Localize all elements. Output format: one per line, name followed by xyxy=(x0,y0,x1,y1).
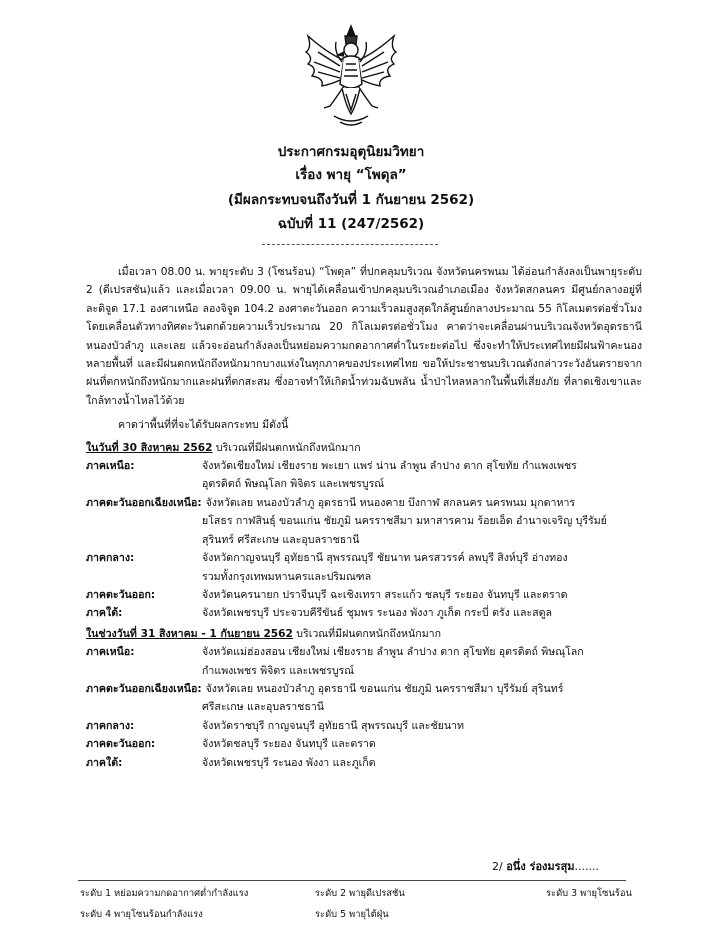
continuation-dots: ....... xyxy=(574,860,600,873)
s2-south-value: จังหวัดเพชรบุรี ระนอง พังงา และภูเก็ต xyxy=(202,756,376,769)
s2-ne-row xyxy=(86,680,642,698)
s1-central-label: ภาคกลาง: xyxy=(86,552,135,565)
s1-north-value-cont: อุตรดิตถ์ พิษณุโลก พิจิตร และเพชรบูรณ์ xyxy=(202,478,385,491)
legend-level-5: ระดับ 5 พายุไต้ฝุ่น xyxy=(315,909,389,920)
s1-east-row xyxy=(86,586,642,604)
s2-north-row xyxy=(86,643,642,661)
s2-ne-value: จังหวัดเลย หนองบัวลำภู อุดรธานี ขอนแก่น ชัยภูมิ นครราชสีมา บุรีรัมย์ สุรินทร์ xyxy=(205,682,564,695)
s2-ne-value-cont: ศรีสะเกษ และอุบลราชธานี xyxy=(202,701,325,714)
s2-east-label: ภาคตะวันออก: xyxy=(86,738,156,751)
legend-level-1: ระดับ 1 หย่อมความกดอากาศต่ำกำลังแรง xyxy=(80,888,249,899)
section-1-title xyxy=(86,439,642,457)
continuation-note xyxy=(492,857,599,875)
affected-areas-intro: คาดว่าพื้นที่ที่จะได้รับผลกระทบ มีดังนี้ xyxy=(118,419,289,432)
s1-ne-value-cont-1: ยโสธร กาฬสินธุ์ ขอนแก่น ชัยภูมิ นครราชสีมา มหาสารคาม ร้อยเอ็ด อำนาจเจริญ บุรีรัมย์ xyxy=(202,515,607,528)
s1-north-label: ภาคเหนือ: xyxy=(86,460,135,473)
s2-north-value: จังหวัดแม่ฮ่องสอน เชียงใหม่ เชียงราย ลำพูน ลำปาง ตาก สุโขทัย อุตรดิตถ์ พิษณุโลก xyxy=(202,646,584,659)
s1-south-value: จังหวัดเพชรบุรี ประจวบคีรีขันธ์ ชุมพร ระนอง พังงา ภูเก็ต กระบี่ ตรัง และสตูล xyxy=(202,607,553,620)
s2-south-label: ภาคใต้: xyxy=(86,756,123,769)
s1-central-row xyxy=(86,549,642,567)
s1-central-value-cont: รวมทั้งกรุงเทพมหานครและปริมณฑล xyxy=(202,570,372,583)
effect-period: (มีผลกระทบจนถึงวันที่ 1 กันยายน 2562) xyxy=(227,192,475,208)
s2-central-label: ภาคกลาง: xyxy=(86,719,135,732)
legend-level-3: ระดับ 3 พายุโซนร้อน xyxy=(546,888,632,899)
s1-central-value: จังหวัดกาญจนบุรี อุทัยธานี สุพรรณบุรี ชัยนาท นครสวรรค์ ลพบุรี สิงห์บุรี อ่างทอง xyxy=(202,552,568,565)
s2-east-row xyxy=(86,735,642,753)
s1-ne-value: จังหวัดเลย หนองบัวลำภู อุดรธานี หนองคาย บึงกาฬ สกลนคร นครพนม มุกดาหาร xyxy=(205,496,576,509)
section-2-date: ในช่วงวันที่ 31 สิงหาคม - 1 กันยายน 2562 xyxy=(86,627,293,640)
department-title: ประกาศกรมอุตุนิยมวิทยา xyxy=(277,144,425,160)
legend-level-4: ระดับ 4 พายุโซนร้อนกำลังแรง xyxy=(80,909,203,920)
s1-east-value: จังหวัดนครนายก ปราจีนบุรี ฉะเชิงเทรา สระแก้ว ชลบุรี ระยอง จันทบุรี และตราด xyxy=(202,588,568,601)
s2-central-value: จังหวัดราชบุรี กาญจนบุรี อุทัยธานี สุพรรณบุรี และชัยนาท xyxy=(202,719,465,732)
s1-north-value: จังหวัดเชียงใหม่ เชียงราย พะเยา แพร่ น่าน ลำพูน ลำปาง ตาก สุโขทัย กำแพงเพชร xyxy=(202,460,577,473)
s2-north-label: ภาคเหนือ: xyxy=(86,646,135,659)
s1-ne-row xyxy=(86,494,642,512)
section-2-title xyxy=(86,625,642,643)
s1-east-label: ภาคตะวันออก: xyxy=(86,588,156,601)
s1-south-row xyxy=(86,604,642,622)
section-1-suffix: บริเวณที่มีฝนตกหนักถึงหนักมาก xyxy=(212,441,361,454)
legend-level-2: ระดับ 2 พายุดีเปรสชัน xyxy=(315,888,405,899)
s2-south-row xyxy=(86,754,642,772)
footer-divider xyxy=(78,880,626,881)
s2-east-value: จังหวัดชลบุรี ระยอง จันทบุรี และตราด xyxy=(202,738,376,751)
continuation-text: อนึ่ง ร่องมรสุม xyxy=(506,860,575,873)
announcement-body xyxy=(86,263,642,772)
s1-ne-value-cont-2: สุรินทร์ ศรีสะเกษ และอุบลราชธานี xyxy=(202,533,360,546)
header-divider xyxy=(262,244,438,245)
s1-north-row xyxy=(86,457,642,475)
s2-central-row xyxy=(86,717,642,735)
subject-line: เรื่อง พายุ “โพดุล” xyxy=(295,167,407,183)
garuda-emblem-icon xyxy=(296,22,406,132)
section-2-suffix: บริเวณที่มีฝนตกหนักถึงหนักมาก xyxy=(292,627,442,640)
section-1-date: ในวันที่ 30 สิงหาคม 2562 xyxy=(86,441,213,454)
s1-south-label: ภาคใต้: xyxy=(86,607,123,620)
continuation-prefix: 2/ xyxy=(492,860,507,873)
s1-ne-label: ภาคตะวันออกเฉียงเหนือ: xyxy=(86,496,202,509)
s2-ne-label: ภาคตะวันออกเฉียงเหนือ: xyxy=(86,682,202,695)
s2-north-value-cont: กำแพงเพชร พิจิตร และเพชรบูรณ์ xyxy=(202,664,355,677)
main-paragraph: เมื่อเวลา 08.00 น. พายุระดับ 3 (โซนร้อน) “โพดุล” ที่ปกคลุมบริเวณ จังหวัดนครพนม ได้อ่อนกำลังลงเป็นพายุระดับ 2 (ดีเปรสชัน)แล้ว และเมื่อเวลา 09.00 น. พายุได้เคลื่อนเข้าปกคลุมบริเวณอำเภอเมือง จังหวัดสกลนคร มีศูนย์กลางอยู่ที่ละติจูด 17.1 องศาเหนือ ลองจิจูด 104.2 องศาตะวันออก ความเร็วลมสูงสุดใกล้ศูนย์กลางประมาณ 55 กิโลเมตรต่อชั่วโมง โดยเคลื่อนตัวทางทิศตะวันตกด้วยความเร็วประมาณ 20 กิโลเมตรต่อชั่วโมง คาดว่าจะเคลื่อนผ่านบริเวณจังหวัดอุดรธานี หนองบัวลำภู และเลย แล้วจะอ่อนกำลังลงเป็นหย่อมความกดอากาศต่ำในระยะต่อไป ซึ่งจะทำให้ประเทศไทยมีฝนฟ้าคะนองหลายพื้นที่ และมีฝนตกหนักถึงหนักมากบางแห่งในทุกภาคของประเทศไทย ขอให้ประชาชนบริเวณดังกล่าวระวังอันตรายจากฝนที่ตกหนักถึงหนักมากและฝนที่ตกสะสม ซึ่งอาจทำให้เกิดน้ำท่วมฉับพลัน น้ำป่าไหลหลากในพื้นที่เสี่ยงภัย ที่ลาดเชิงเขาและใกล้ทางน้ำไหลไว้ด้วย xyxy=(86,266,642,407)
issue-number: ฉบับที่ 11 (247/2562) xyxy=(277,216,425,232)
